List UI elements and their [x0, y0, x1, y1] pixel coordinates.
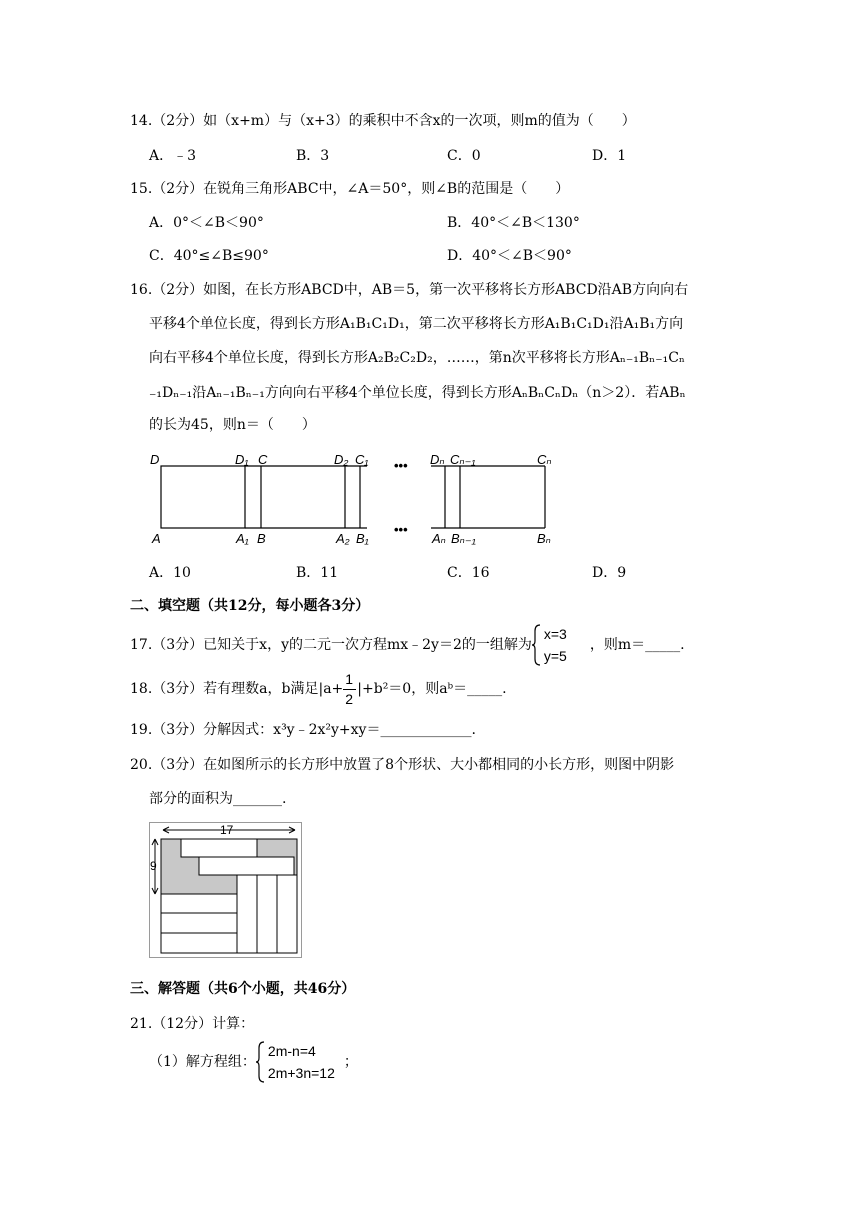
q16-option-b: B．11	[296, 565, 339, 581]
q20-stem-line-2: 部分的面积为_______.	[149, 791, 287, 807]
label-cn: Cₙ	[537, 452, 552, 467]
q14-option-c: C．0	[447, 148, 481, 164]
label-a1: A₁	[236, 531, 249, 546]
label-d1: D₁	[235, 452, 249, 467]
q15-option-d: D．40°＜∠B＜90°	[447, 248, 572, 264]
q21-stem: 21.（12分）计算：	[130, 1016, 255, 1032]
q16-stem-line-4: ₋₁Dₙ₋₁沿Aₙ₋₁Bₙ₋₁方向向右平移4个单位长度，得到长方形AₙBₙCₙDₙ（n＞2）．若ABₙ	[149, 385, 686, 401]
q16-stem-line-1: 16.（2分）如图，在长方形ABCD中，AB＝5，第一次平移将长方形ABCD沿AB方向向右	[130, 282, 689, 298]
label-width-17: 17	[220, 823, 234, 837]
q21-sub: （1）解方程组：	[149, 1054, 256, 1070]
q16-stem-line-3: 向右平移4个单位长度，得到长方形A₂B₂C₂D₂，……，第n次平移将长方形Aₙ₋₁Bₙ₋₁Cₙ	[149, 350, 685, 366]
q18-post: |+b²＝0，则aᵇ＝_____.	[357, 681, 507, 697]
label-dots-top: •••	[394, 458, 408, 473]
label-c1: C₁	[355, 452, 369, 467]
q15-option-b: B．40°＜∠B＜130°	[447, 215, 580, 231]
q16-stem-line-5: 的长为45，则n＝（ ）	[149, 417, 316, 433]
q14-option-a: A．﹣3	[149, 148, 197, 164]
label-cn-1: Cₙ₋₁	[450, 452, 476, 467]
label-d: D	[150, 452, 160, 467]
label-dn: Dₙ	[430, 452, 445, 467]
q21-part1	[149, 1040, 358, 1086]
q17-pre: 17.（3分）已知关于x，y的二元一次方程mx﹣2y＝2的一组解为	[130, 637, 532, 653]
q17-eq1: x=3	[543, 626, 567, 642]
q16-option-c: C．16	[447, 565, 490, 581]
label-b1: B₁	[356, 531, 369, 546]
q16-stem-line-2: 平移4个单位长度，得到长方形A₁B₁C₁D₁，第二次平移将长方形A₁B₁C₁D₁沿A₁B₁方向	[149, 316, 684, 332]
q16-translation-figure	[145, 448, 565, 550]
label-a: A	[152, 531, 161, 546]
label-c: C	[258, 452, 268, 467]
q21-eq1: 2m-n=4	[267, 1043, 316, 1059]
q18-denominator: 2	[345, 691, 354, 707]
label-d2: D₂	[334, 452, 349, 467]
q20-stem-line-1: 20.（3分）在如图所示的长方形中放置了8个形状、大小都相同的小长方形，则图中阴影	[130, 757, 675, 773]
q17	[130, 623, 685, 669]
label-bn-1: Bₙ₋₁	[451, 531, 476, 546]
q18-numerator: 1	[345, 671, 354, 687]
q17-eq2: y=5	[543, 648, 567, 664]
q16-option-d: D．9	[592, 565, 627, 581]
q20-rectangle-figure	[149, 822, 303, 958]
label-height-9: 9	[150, 859, 157, 873]
q17-post: ，则m＝_____.	[589, 637, 685, 653]
q18-fraction	[343, 670, 357, 708]
q16-option-a: A．10	[149, 565, 191, 581]
q19: 19.（3分）分解因式：x³y﹣2x²y+xy＝_____________.	[130, 722, 476, 738]
brace-icon	[256, 1040, 266, 1084]
q14-option-d: D．1	[592, 148, 627, 164]
label-b: B	[257, 531, 266, 546]
q14-stem: 14.（2分）如（x+m）与（x+3）的乘积中不含x的一次项，则m的值为（ ）	[130, 113, 636, 129]
brace-icon	[532, 623, 542, 667]
section-2-heading: 二、填空题（共12分，每小题各3分）	[130, 598, 370, 614]
q15-option-a: A．0°＜∠B＜90°	[149, 215, 264, 231]
label-dots-bottom: •••	[394, 522, 408, 537]
label-a2: A₂	[336, 531, 350, 546]
q18	[130, 670, 507, 710]
q15-stem: 15.（2分）在锐角三角形ABC中，∠A＝50°，则∠B的范围是（ ）	[130, 181, 570, 197]
q17-system	[532, 623, 590, 667]
q21-tail: ；	[343, 1054, 358, 1070]
section-3-heading: 三、解答题（共6个小题，共46分）	[130, 981, 356, 997]
q14-option-b: B．3	[296, 148, 330, 164]
label-an: Aₙ	[432, 531, 446, 546]
q21-system	[256, 1040, 344, 1084]
q21-eq2: 2m+3n=12	[267, 1065, 335, 1081]
label-bn: Bₙ	[537, 531, 551, 546]
q15-option-c: C．40°≤∠B≤90°	[149, 248, 269, 264]
q18-pre: 18.（3分）若有理数a，b满足|a+	[130, 681, 344, 697]
